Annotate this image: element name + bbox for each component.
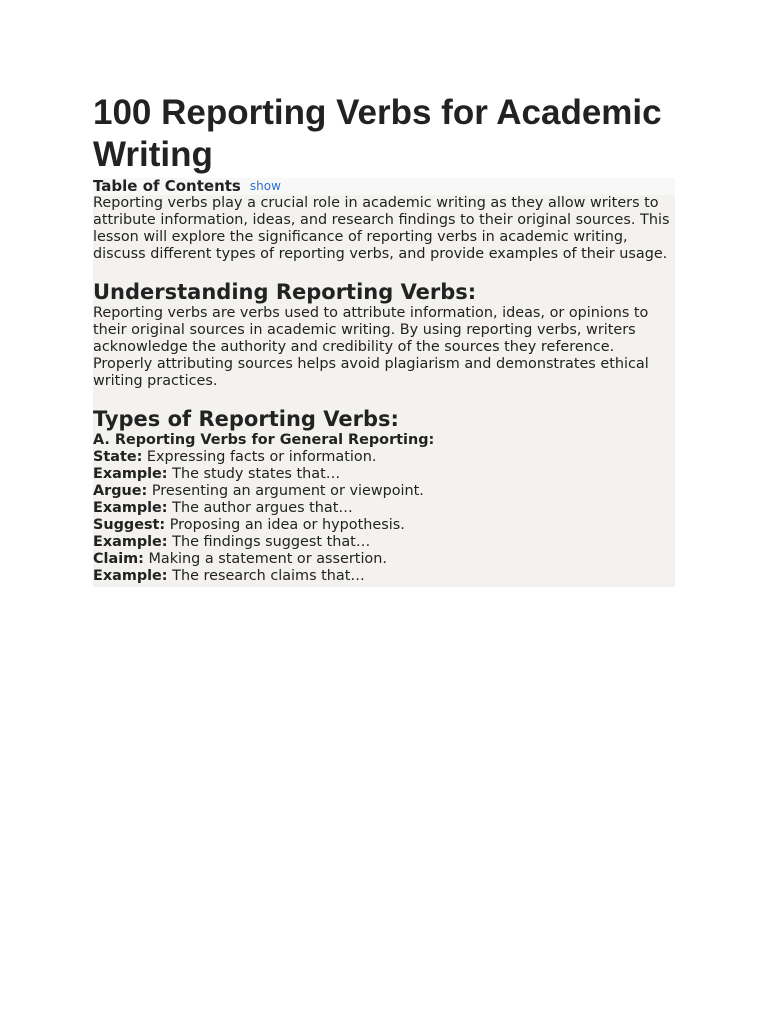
verb-description: Making a statement or assertion. (143, 551, 387, 567)
toc-show-link[interactable]: show (249, 179, 281, 193)
list-item (93, 534, 675, 551)
verb-description: The author argues that… (167, 500, 353, 516)
list-item (93, 500, 675, 517)
verb-description: Expressing facts or information. (142, 449, 377, 465)
article (93, 92, 675, 587)
list-item (93, 466, 675, 483)
verb-label: Example: (93, 534, 168, 550)
section-heading-understanding: Understanding Reporting Verbs: (93, 280, 477, 304)
intro-paragraph: Reporting verbs play a crucial role in academic writing as they allow writers to attribute information, ideas, and research findings to their original sources. This lesson will explore the significance of reporting verbs in academic writing, discuss different types of reporting verbs, and provide examples of their usage. (93, 195, 670, 262)
table-of-contents (93, 178, 675, 195)
article-body (93, 195, 675, 587)
section-heading-types: Types of Reporting Verbs: (93, 407, 399, 431)
verb-description: Proposing an idea or hypothesis. (165, 517, 405, 533)
verb-label: Example: (93, 466, 168, 482)
list-item (93, 517, 675, 534)
list-item (93, 483, 675, 500)
verb-description: Presenting an argument or viewpoint. (147, 483, 424, 499)
subsection-heading-general: A. Reporting Verbs for General Reporting: (93, 432, 435, 448)
page-title: 100 Reporting Verbs for Academic Writing (93, 93, 662, 174)
verb-label: Example: (93, 500, 168, 516)
verb-description: The study states that… (167, 466, 341, 482)
verb-description: The findings suggest that… (167, 534, 371, 550)
verb-label: State: (93, 449, 143, 465)
verb-label: Claim: (93, 551, 144, 567)
toc-heading: Table of Contents (93, 177, 241, 195)
verb-label: Argue: (93, 483, 148, 499)
verb-label: Suggest: (93, 517, 166, 533)
understanding-paragraph: Reporting verbs are verbs used to attribute information, ideas, or opinions to their original sources in academic writing. By using reporting verbs, writers acknowledge the authority and credibility of the sources they reference. Properly attributing sources helps avoid plagiarism and demonstrates ethical writing practices. (93, 305, 649, 389)
verb-description: The research claims that… (167, 568, 365, 584)
verb-label: Example: (93, 568, 168, 584)
list-item (93, 568, 675, 585)
list-item (93, 551, 675, 568)
list-item (93, 449, 675, 466)
